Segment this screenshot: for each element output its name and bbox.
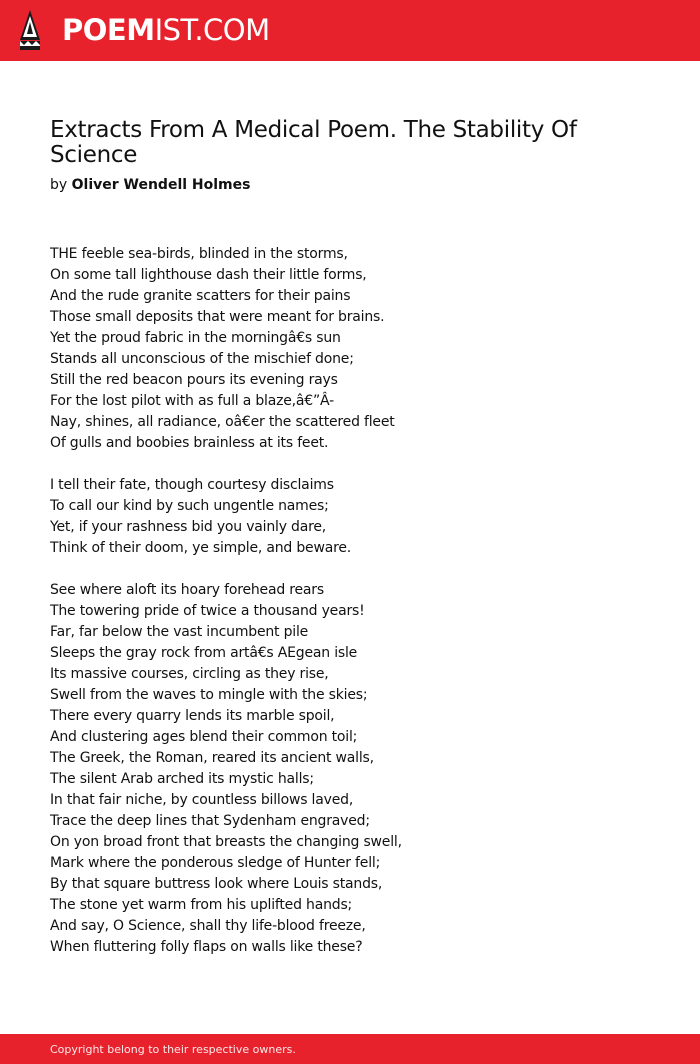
poem-line: On some tall lighthouse dash their little forms, [50, 267, 367, 283]
poem-line: Of gulls and boobies brainless at its feet. [50, 435, 329, 451]
poem-line: The Greek, the Roman, reared its ancient walls, [50, 750, 374, 766]
logo-text-light: IST.COM [154, 13, 270, 47]
poem-line: Far, far below the vast incumbent pile [50, 624, 309, 640]
poem-line: Stands all unconscious of the mischief done; [50, 351, 354, 367]
poem-line: Trace the deep lines that Sydenham engraved; [50, 813, 370, 829]
poem-line: And clustering ages blend their common toil; [50, 729, 358, 745]
poem-line: On yon broad front that breasts the changing swell, [50, 834, 402, 850]
poem-line: The silent Arab arched its mystic halls; [50, 771, 314, 787]
logo-text-bold: POEM [62, 13, 155, 47]
byline [50, 176, 610, 194]
poem-line: To call our kind by such ungentle names; [50, 498, 329, 514]
pen-nib-icon[interactable] [18, 10, 42, 50]
author-name[interactable]: Oliver Wendell Holmes [71, 177, 251, 193]
poem-line: I tell their fate, though courtesy disclaims [50, 477, 334, 493]
poem-line: Nay, shines, all radiance, oâ€er the scattered fleet [50, 414, 395, 430]
site-footer [0, 1034, 700, 1064]
poem-line: Yet the proud fabric in the morningâ€s sun [50, 330, 341, 346]
stanza [50, 475, 650, 559]
stanza [50, 244, 650, 454]
stanza [50, 580, 650, 958]
copyright-text: Copyright belong to their respective owners. [50, 1042, 296, 1056]
poem-line: Swell from the waves to mingle with the skies; [50, 687, 368, 703]
poem-line: Those small deposits that were meant for brains. [50, 309, 385, 325]
poem-line: In that fair niche, by countless billows laved, [50, 792, 354, 808]
poem-header [50, 118, 610, 194]
poem-line: There every quarry lends its marble spoil, [50, 708, 335, 724]
poem-line: And the rude granite scatters for their pains [50, 288, 351, 304]
poem-line: When fluttering folly flaps on walls like these? [50, 939, 363, 955]
by-label: by [50, 177, 68, 193]
poem-line: Its massive courses, circling as they rise, [50, 666, 329, 682]
poem-line: The towering pride of twice a thousand years! [50, 603, 365, 619]
poem-line: Mark where the ponderous sledge of Hunter fell; [50, 855, 381, 871]
poem-body [50, 244, 650, 979]
poem-line: Still the red beacon pours its evening rays [50, 372, 338, 388]
poem-line: Yet, if your rashness bid you vainly dare, [50, 519, 327, 535]
poem-line: Sleeps the gray rock from artâ€s AEgean isle [50, 645, 358, 661]
site-header [0, 0, 700, 61]
site-logo[interactable] [62, 11, 270, 49]
poem-line: THE feeble sea-birds, blinded in the storms, [50, 246, 348, 262]
poem-title: Extracts From A Medical Poem. The Stability Of Science [50, 117, 577, 168]
poem-line: The stone yet warm from his uplifted hands; [50, 897, 353, 913]
poem-line: By that square buttress look where Louis stands, [50, 876, 383, 892]
poem-line: For the lost pilot with as full a blaze,â€”Â- [50, 393, 334, 409]
poem-line: Think of their doom, ye simple, and beware. [50, 540, 352, 556]
poem-line: See where aloft its hoary forehead rears [50, 582, 324, 598]
poem-line: And say, O Science, shall thy life-blood freeze, [50, 918, 366, 934]
